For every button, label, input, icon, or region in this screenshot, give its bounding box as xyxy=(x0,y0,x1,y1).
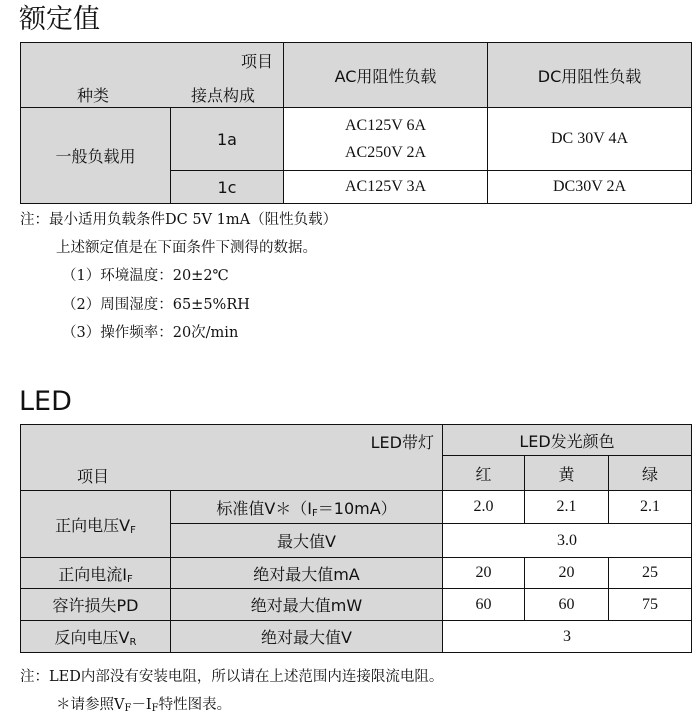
rating-header-item: 项目 xyxy=(240,52,273,71)
led-header-color-group: LED发光颜色 xyxy=(443,425,692,456)
led-header-corner xyxy=(21,425,443,491)
led-current-yellow: 20 xyxy=(525,558,609,589)
led-param-power: 绝对最大值mW xyxy=(171,589,443,621)
led-header-red: 红 xyxy=(443,456,525,491)
led-param-reverse: 绝对最大值V xyxy=(171,621,443,653)
led-max-voltage-value: 3.0 xyxy=(443,524,692,558)
led-param-typical-sub: F xyxy=(312,507,318,519)
led-typical-red: 2.0 xyxy=(443,491,525,524)
led-header-green: 绿 xyxy=(609,456,692,491)
led-note-2-sub2: F xyxy=(151,703,159,714)
led-title: LED xyxy=(19,386,72,417)
led-header-band-light: LED带灯 xyxy=(370,433,434,452)
rating-note-3: （1）环境温度：20±2℃ xyxy=(62,268,229,284)
led-param-typical-tail: ＝10mA） xyxy=(317,498,397,518)
rating-general-load: 一般负载用 xyxy=(21,108,171,204)
led-header-item: 项目 xyxy=(77,467,110,486)
led-forward-voltage-label: 正向电压V xyxy=(55,515,131,535)
led-param-current: 绝对最大值mA xyxy=(171,558,443,589)
led-param-typical xyxy=(171,491,443,524)
led-reverse-value: 3 xyxy=(443,621,692,653)
rating-header-dc: DC用阻性负载 xyxy=(488,43,692,108)
rating-header-ac: AC用阻性负载 xyxy=(284,43,488,108)
rating-note-5: （3）操作频率：20次/min xyxy=(62,325,239,341)
led-forward-current-label: 正向电流I xyxy=(58,564,127,584)
led-table xyxy=(20,424,692,653)
rating-contact-1a: 1a xyxy=(171,108,284,171)
led-power-dissipation: 容许损失PD xyxy=(21,589,171,621)
rating-note-1: 注：最小适用负载条件DC 5V 1mA（阻性负载） xyxy=(20,212,338,228)
rating-table xyxy=(20,42,692,204)
led-current-green: 25 xyxy=(609,558,692,589)
rating-note-2: 上述额定值是在下面条件下测得的数据。 xyxy=(56,240,317,256)
led-note-2-pre: ＊请参照V xyxy=(56,697,125,713)
rating-ac-1c: AC125V 3A xyxy=(284,171,488,204)
led-param-typical-label: 标准值V＊（I xyxy=(216,498,312,518)
led-forward-current-sub: F xyxy=(126,573,133,585)
led-forward-voltage-sub: F xyxy=(130,524,136,536)
rating-contact-1c: 1c xyxy=(171,171,284,204)
rating-header-contact: 接点构成 xyxy=(191,86,256,105)
led-power-green: 75 xyxy=(609,589,692,621)
led-param-max-voltage: 最大值V xyxy=(171,524,443,558)
led-current-red: 20 xyxy=(443,558,525,589)
led-reverse-voltage-label: 反向电压V xyxy=(54,628,130,647)
rating-dc-1c: DC30V 2A xyxy=(488,171,692,204)
led-reverse-voltage-sub: R xyxy=(129,637,137,648)
led-typical-yellow: 2.1 xyxy=(525,491,609,524)
led-forward-voltage xyxy=(21,491,171,558)
rating-dc-1a: DC 30V 4A xyxy=(488,108,692,171)
rating-header-kind: 种类 xyxy=(77,86,110,105)
led-note-1: 注：LED内部没有安装电阻，所以请在上述范围内连接限流电阻。 xyxy=(20,669,444,685)
led-reverse-voltage xyxy=(21,621,171,653)
led-power-yellow: 60 xyxy=(525,589,609,621)
rating-ac-1a-line1: AC125V 6A xyxy=(344,117,427,134)
rating-ac-1a xyxy=(284,108,488,171)
led-power-red: 60 xyxy=(443,589,525,621)
rating-ac-1a-line2: AC250V 2A xyxy=(344,144,427,161)
led-note-2-post: 特性图表。 xyxy=(158,697,232,713)
rating-title: 额定值 xyxy=(19,4,100,35)
led-note-2-sub1: F xyxy=(124,703,132,714)
led-typical-green: 2.1 xyxy=(609,491,692,524)
led-forward-current xyxy=(21,558,171,589)
led-header-yellow: 黄 xyxy=(525,456,609,491)
rating-header-corner xyxy=(21,43,284,108)
led-note-2-mid: －I xyxy=(131,697,152,713)
rating-note-4: （2）周围湿度：65±5%RH xyxy=(62,297,250,313)
